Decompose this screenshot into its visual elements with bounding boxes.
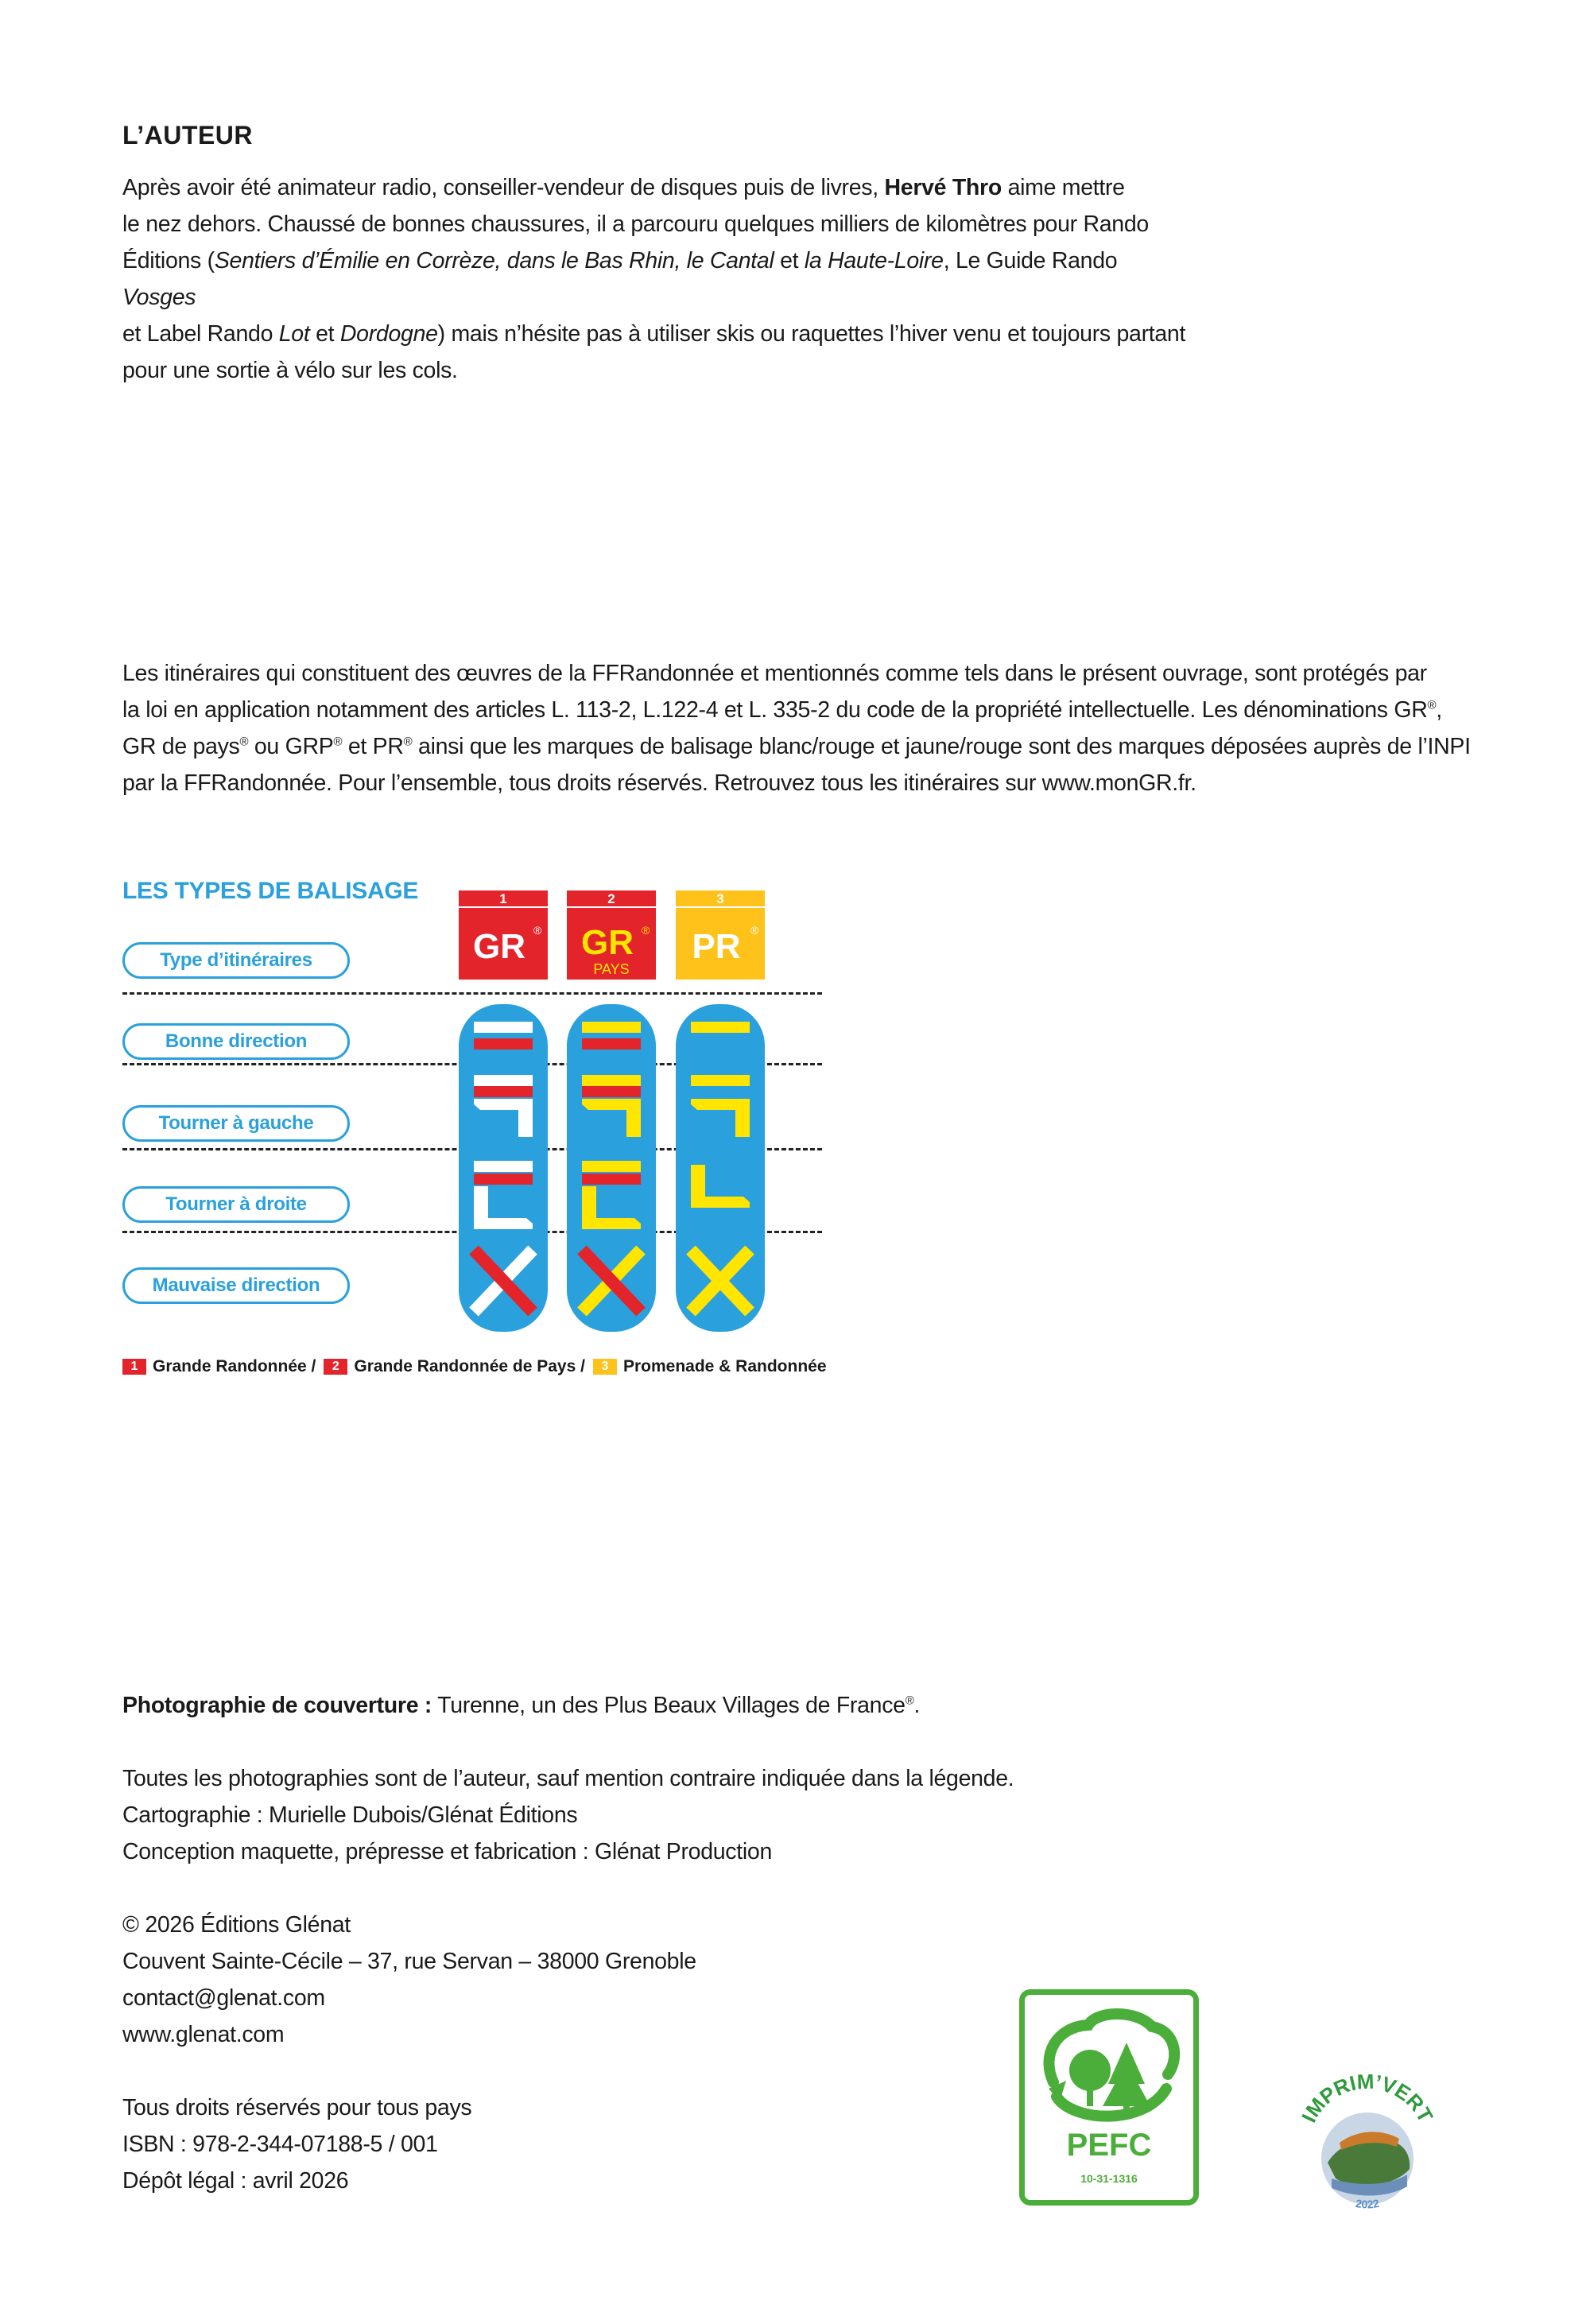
type-label: GR [581,923,634,962]
pefc-wordmark: PEFC [1066,2128,1152,2163]
legend-number: 2 [324,1359,347,1375]
straight-mark [474,1022,533,1033]
copyright: © 2026 Éditions Glénat [122,1912,351,1938]
registered-mark: ® [533,924,542,937]
legend-number: 3 [593,1359,617,1375]
left-turn-stripe [474,1086,533,1097]
author-bio-text: Vosges [122,285,196,310]
type-sublabel: PAYS [593,961,630,977]
type-number: 1 [499,891,507,906]
author-bio-text: et [309,321,340,347]
legal-text: ® [333,735,343,749]
author-heading: L’AUTEUR [122,121,253,149]
depot-legal: Dépôt légal : avril 2026 [122,2168,349,2194]
author-bio-text: et [774,248,805,274]
type-label: PR [692,927,741,966]
rights: Tous droits réservés pour tous pays [122,2095,472,2120]
legend-label: Promenade & Randonnée [622,1357,827,1375]
credits [122,1687,1014,2199]
cover-credit-label: Photographie de couverture : [122,1693,432,1718]
photo-credit: Toutes les photographies sont de l’auteur, sauf mention contraire indiquée dans la légende. [122,1766,1014,1791]
balisage-legend [122,1357,835,1376]
legal-text: ® [1427,698,1437,712]
balisage-row-label: Type d’itinéraires [122,942,350,979]
conception-credit: Conception maquette, prépresse et fabrication : Glénat Production [122,1839,772,1864]
author-bio-text: Lot [278,321,310,347]
carto-credit: Cartographie : Murielle Dubois/Glénat Éditions [122,1802,578,1828]
right-turn-stripe [474,1174,533,1185]
balisage-row-label: Bonne direction [122,1023,350,1060]
email-link[interactable]: contact@glenat.com [122,1985,325,2011]
pefc-tree-icon [1025,1995,1193,2200]
left-turn-top [582,1075,641,1086]
legal-text: et PR [342,734,404,759]
straight-mark [582,1022,641,1033]
registered-mark: ® [642,924,650,937]
legal-text: , [1436,697,1442,723]
author-bio-text: le nez dehors. Chaussé de bonnes chaussures, il a parcouru quelques milliers de kilomètres pour Rando [122,211,1149,237]
legend-number: 1 [122,1359,146,1375]
legal-text: GR de pays [122,734,240,759]
isbn: ISBN : 978-2-344-07188-5 / 001 [122,2132,438,2157]
legal-text: ou GRP [248,734,334,759]
author-bio-text: Après avoir été animateur radio, conseiller-vendeur de disques puis de livres, [122,175,885,200]
balisage-row-label: Mauvaise direction [122,1267,350,1304]
author-bio-text: la Haute-Loire [804,248,944,274]
author-bio-text: pour une sortie à vélo sur les cols. [122,358,458,383]
imprimvert-logo [1292,2067,1443,2218]
balisage-row-label: Tourner à droite [122,1186,350,1223]
author-bio-text: Éditions ( [122,248,215,274]
address: Couvent Sainte-Cécile – 37, rue Servan – 38000 Grenoble [122,1949,696,1974]
author-bio-text: Sentiers d’Émilie en Corrèze, dans le Bas Rhin, le Cantal [214,248,774,274]
straight-mark-stripe [582,1038,641,1049]
legal-text: ® [403,735,413,749]
legend-label: Grande Randonnée de Pays / [354,1357,585,1375]
imprimvert-wordmark: IMPRIM’VERT [1297,2069,1438,2127]
legend-label: Grande Randonnée / [153,1357,316,1375]
left-turn-top [474,1075,533,1086]
legal-text: par la FFRandonnée. Pour l’ensemble, tous droits réservés. Retrouvez tous les itinéraires sur www.monGR.fr. [122,770,1196,796]
type-number: 3 [716,891,724,906]
straight-mark-stripe [474,1038,533,1049]
type-number: 2 [607,891,615,906]
legal-text: Les itinéraires qui constituent des œuvres de la FFRandonnée et mentionnés comme tels dans le présent ouvrage, sont protégés par [122,661,1427,686]
balisage-row-label: Tourner à gauche [122,1105,350,1142]
pefc-logo [1019,1989,1199,2206]
legal-text: la loi en application notamment des articles L. 113-2, L.122-4 et L. 335-2 du code de la propriété intellectuelle. Les dénominations GR [122,697,1428,723]
straight-mark [691,1022,750,1033]
right-turn-top [474,1161,533,1172]
balisage-title: LES TYPES DE BALISAGE [122,878,419,904]
author-bio-text: et Label Rando [122,321,279,347]
author-bio-text: Hervé Thro [884,175,1002,200]
left-turn-stripe [582,1086,641,1097]
pefc-code: 10-31-1316 [1080,2172,1138,2185]
author-bio-text: ) mais n’hésite pas à utiliser skis ou raquettes l’hiver venu et toujours partant [437,321,1186,347]
author-bio-text: , Le Guide Rando [943,248,1118,274]
legal-text: ainsi que les marques de balisage blanc/rouge et jaune/rouge sont des marques déposées auprès de l’INPI [412,734,1471,759]
registered-mark: ® [750,924,759,937]
type-label: GR [473,927,525,966]
website-link[interactable]: www.glenat.com [122,2022,285,2047]
author-bio-text: Dordogne [339,321,438,347]
legal-text: ® [239,735,249,749]
imprimvert-year: 2022 [1354,2196,1381,2211]
right-turn-stripe [582,1174,641,1185]
cover-credit: Photographie de couverture : Turenne, un des Plus Beaux Villages de France®. [122,1693,921,1718]
author-bio-text: aime mettre [1001,175,1125,200]
right-turn-top [582,1161,641,1172]
left-turn-top [691,1075,750,1086]
